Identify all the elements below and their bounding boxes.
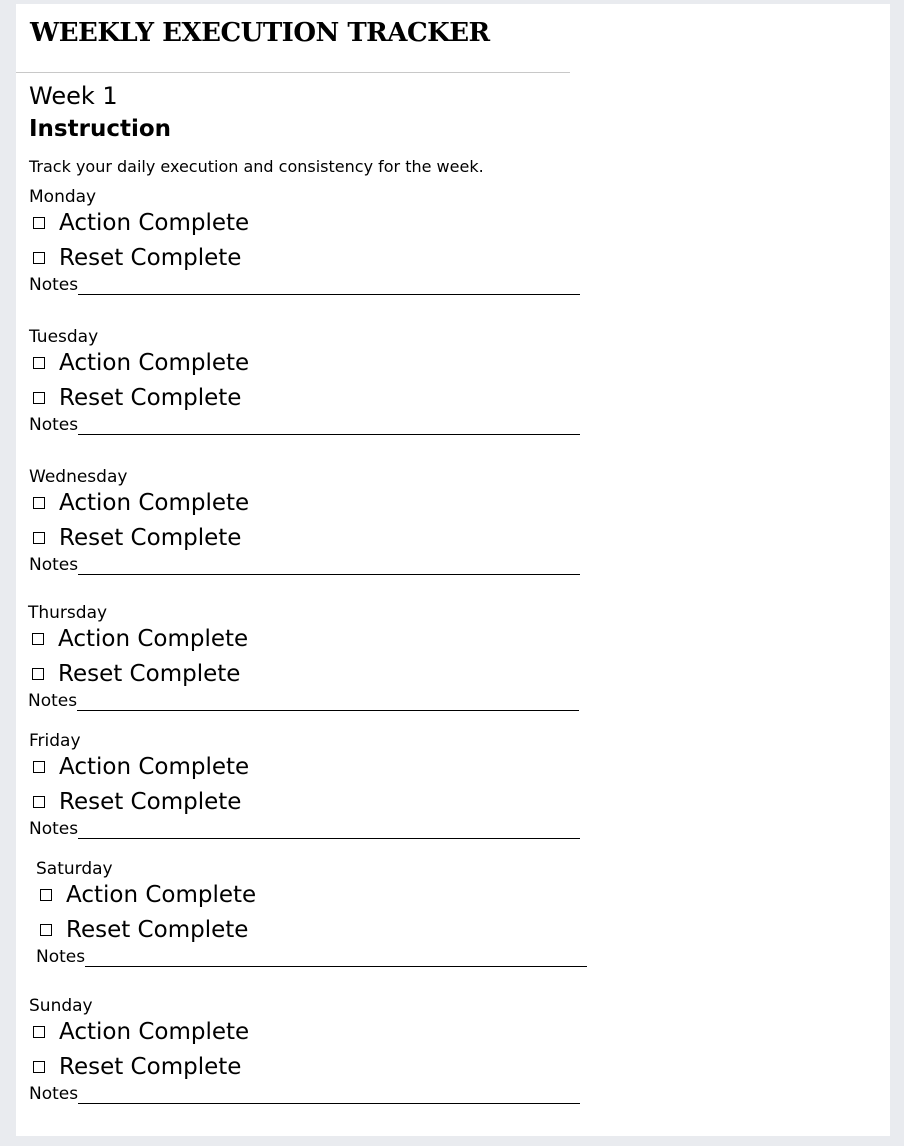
action-complete-label: Action Complete [59,490,250,516]
reset-complete-label: Reset Complete [59,385,242,411]
action-complete-item [28,626,248,652]
action-complete-item [29,490,249,516]
action-complete-item [29,210,249,236]
action-complete-label: Action Complete [66,882,257,908]
notes-field [36,947,587,967]
checkbox[interactable] [33,217,45,229]
notes-label: Notes [29,1084,79,1104]
reset-complete-label: Reset Complete [59,525,242,551]
notes-line[interactable] [78,821,580,839]
action-complete-label: Action Complete [59,210,250,236]
reset-complete-item [29,1054,241,1080]
action-complete-label: Action Complete [59,1019,250,1045]
checkbox[interactable] [33,1061,45,1073]
reset-complete-item [29,525,241,551]
notes-line[interactable] [77,693,579,711]
reset-complete-label: Reset Complete [58,661,241,687]
day-name: Friday [29,731,81,751]
week-label: Week 1 [29,82,118,110]
checkbox[interactable] [33,761,45,773]
notes-line[interactable] [78,557,580,575]
day-name: Saturday [36,859,113,879]
notes-label: Notes [36,947,86,967]
day-name: Thursday [28,603,108,623]
notes-field [29,555,580,575]
checkbox[interactable] [33,392,45,404]
checkbox[interactable] [33,357,45,369]
action-complete-item [29,754,249,780]
checkbox[interactable] [32,668,44,680]
notes-field [28,691,579,711]
checkbox[interactable] [33,252,45,264]
checkbox[interactable] [32,633,44,645]
reset-complete-label: Reset Complete [59,1054,242,1080]
notes-label: Notes [29,555,79,575]
notes-label: Notes [29,415,79,435]
document-title: WEEKLY EXECUTION TRACKER [30,18,490,48]
action-complete-item [29,350,249,376]
checkbox[interactable] [33,796,45,808]
reset-complete-label: Reset Complete [59,789,242,815]
reset-complete-item [36,917,248,943]
reset-complete-label: Reset Complete [66,917,249,943]
notes-line[interactable] [85,949,587,967]
instruction-text: Track your daily execution and consistency for the week. [29,157,484,176]
checkbox[interactable] [40,889,52,901]
notes-line[interactable] [78,417,580,435]
notes-label: Notes [29,275,79,295]
notes-field [29,275,580,295]
day-name: Monday [29,187,97,207]
checkbox[interactable] [33,532,45,544]
checkbox[interactable] [33,497,45,509]
reset-complete-item [29,385,241,411]
reset-complete-item [29,245,241,271]
instruction-heading: Instruction [29,116,172,142]
action-complete-label: Action Complete [58,626,249,652]
checkbox[interactable] [33,1026,45,1038]
checkbox[interactable] [40,924,52,936]
notes-line[interactable] [78,277,580,295]
reset-complete-item [29,789,241,815]
notes-label: Notes [28,691,78,711]
notes-label: Notes [29,819,79,839]
notes-field [29,415,580,435]
reset-complete-item [28,661,240,687]
action-complete-item [36,882,256,908]
day-name: Wednesday [29,467,128,487]
reset-complete-label: Reset Complete [59,245,242,271]
notes-field [29,819,580,839]
document-page [16,4,890,1136]
notes-field [29,1084,580,1104]
title-divider [16,72,570,73]
action-complete-label: Action Complete [59,754,250,780]
action-complete-label: Action Complete [59,350,250,376]
notes-line[interactable] [78,1086,580,1104]
day-name: Tuesday [29,327,99,347]
day-name: Sunday [29,996,93,1016]
action-complete-item [29,1019,249,1045]
